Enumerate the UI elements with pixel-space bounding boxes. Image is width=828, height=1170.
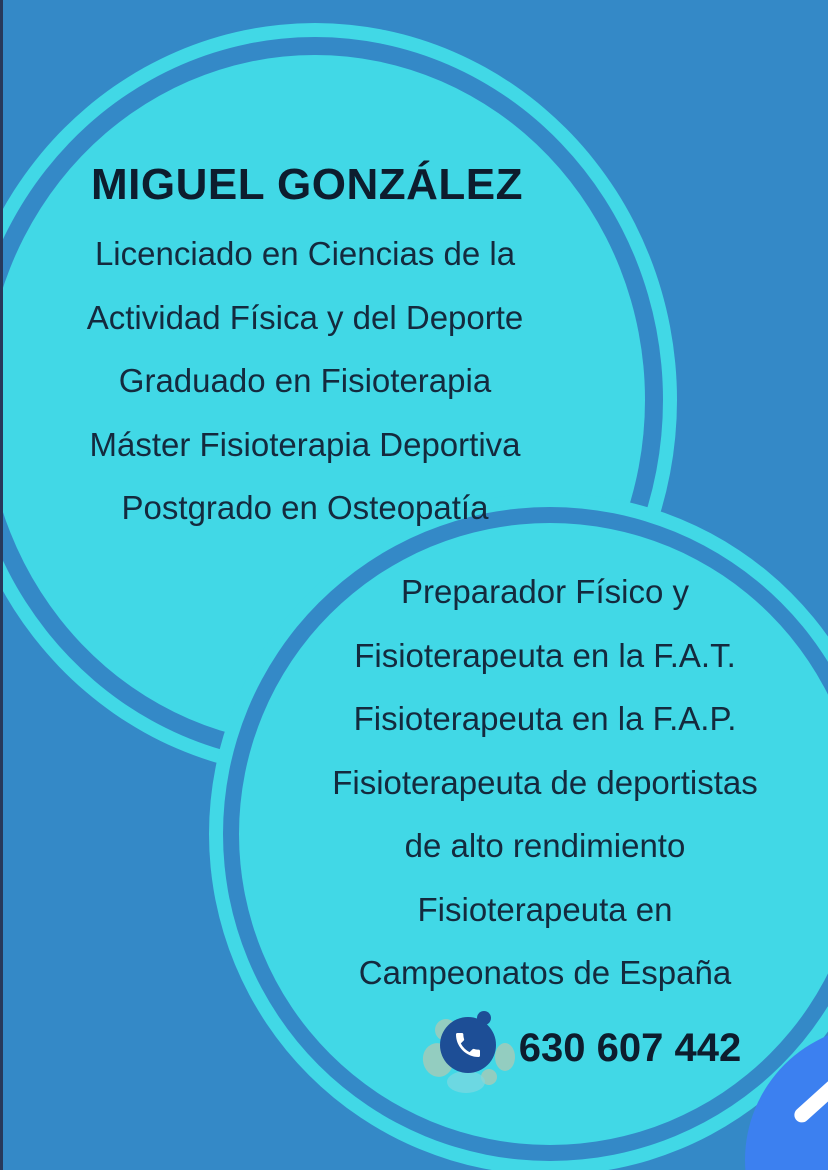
pencil-icon — [791, 1055, 828, 1125]
qualification-line: Máster Fisioterapia Deportiva — [89, 425, 521, 463]
role-line: Campeonatos de España — [358, 954, 732, 991]
role-line: de alto rendimiento — [404, 827, 686, 864]
qualification-line: Graduado en Fisioterapia — [118, 362, 492, 399]
page-title: MIGUEL GONZÁLEZ — [90, 160, 523, 209]
roles-block — [245, 560, 828, 1005]
phone-number: 630 607 442 — [518, 1026, 742, 1070]
role-line: Preparador Físico y — [401, 573, 689, 610]
decor-blob — [447, 1071, 485, 1093]
role-line: Fisioterapeuta de deportistas — [332, 763, 758, 801]
phone-icon — [440, 1017, 496, 1073]
role-line: Fisioterapeuta en — [417, 890, 673, 928]
qualifications-block — [0, 222, 610, 540]
role-line: Fisioterapeuta en la F.A.T. — [354, 636, 736, 674]
qualification-line: Licenciado en Ciencias de la — [94, 235, 516, 272]
qualification-line: Actividad Física y del Deporte — [86, 298, 524, 336]
role-line: Fisioterapeuta en la F.A.P. — [353, 700, 737, 737]
qualification-line: Postgrado en Osteopatía — [121, 489, 489, 526]
